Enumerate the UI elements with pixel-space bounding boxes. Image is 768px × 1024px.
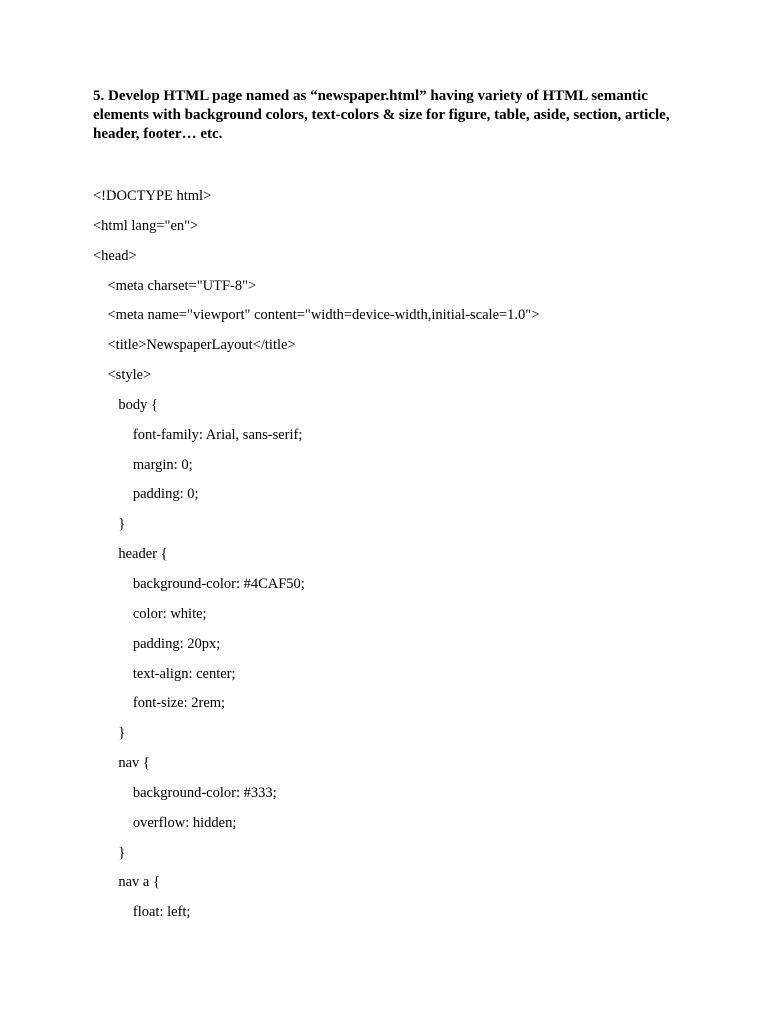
code-line: nav a { xyxy=(93,874,160,891)
exercise-heading: 5. Develop HTML page named as “newspaper.html” having variety of HTML semantic elements with background colors, text-colors & size for figure, table, aside, section, article, header, footer… etc. xyxy=(93,88,674,142)
code-line: body { xyxy=(93,396,158,413)
code-line: <meta charset="UTF-8"> xyxy=(93,277,257,294)
code-line: <title>NewspaperLayout</title> xyxy=(93,337,296,354)
code-line: font-family: Arial, sans-serif; xyxy=(93,426,303,443)
code-line: header { xyxy=(93,546,168,563)
code-line: <style> xyxy=(93,367,152,384)
code-line: <html lang="en"> xyxy=(93,217,199,234)
code-line: background-color: #4CAF50; xyxy=(93,575,305,592)
code-line: padding: 0; xyxy=(93,486,199,503)
code-line: } xyxy=(93,516,126,533)
code-line: nav { xyxy=(93,755,150,772)
code-listing xyxy=(93,186,539,932)
code-line: font-size: 2rem; xyxy=(93,695,226,712)
code-line: margin: 0; xyxy=(93,456,193,473)
code-line: background-color: #333; xyxy=(93,784,277,801)
code-line: } xyxy=(93,725,126,742)
code-line: <!DOCTYPE html> xyxy=(93,188,212,204)
code-line: overflow: hidden; xyxy=(93,814,237,831)
code-line: } xyxy=(93,844,126,861)
code-line: <meta name="viewport" content="width=device-width,initial-scale=1.0"> xyxy=(93,307,540,324)
code-line: text-align: center; xyxy=(93,665,236,682)
code-line: padding: 20px; xyxy=(93,635,221,652)
code-line: float: left; xyxy=(93,904,191,921)
code-line: <head> xyxy=(93,247,137,264)
code-line: color: white; xyxy=(93,605,207,622)
